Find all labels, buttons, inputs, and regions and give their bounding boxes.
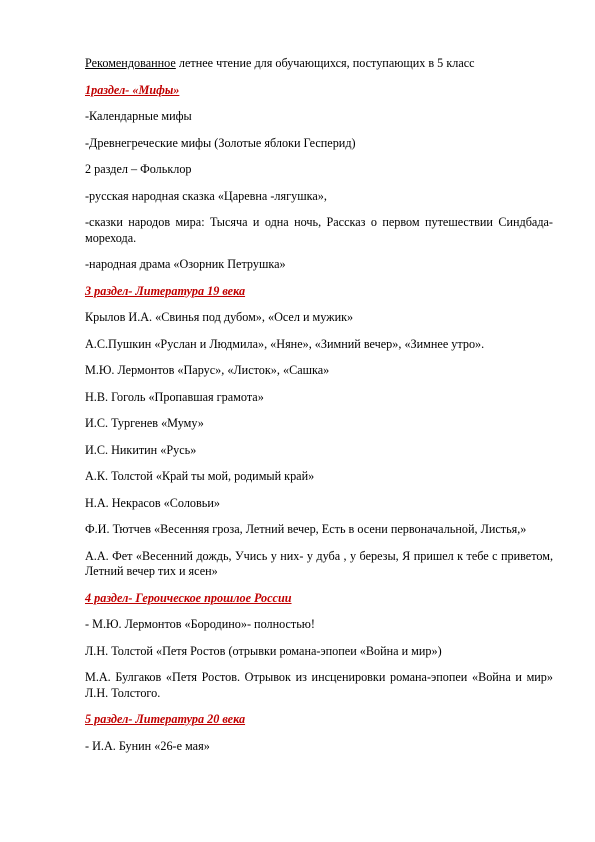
document-page: [85, 56, 553, 765]
reading-item-petya-rostov: Л.Н. Толстой «Петя Ростов (отрывки романа-эпопеи «Война и мир»): [85, 643, 442, 658]
reading-item-frog-princess: -русская народная сказка «Царевна -лягушка»,: [85, 188, 327, 203]
reading-item-lermontov: М.Ю. Лермонтов «Парус», «Листок», «Сашка»: [85, 363, 330, 377]
reading-item-bulgakov: М.А. Булгаков «Петя Ростов. Отрывок из инсценировки романа-эпопеи «Война и мир» Л.Н. Толстого.: [85, 670, 553, 700]
section-heading-4: 4 раздел- Героическое прошлое России: [85, 590, 292, 605]
section-heading-3: 3 раздел- Литература 19 века: [85, 283, 246, 298]
reading-item-borodino: - М.Ю. Лермонтов «Бородино»- полностью!: [85, 617, 315, 631]
title-rest: летнее чтение для обучающихся, поступающих в 5 класс: [175, 56, 475, 70]
reading-item-greek-myths: -Древнегреческие мифы (Золотые яблоки Гесперид): [85, 135, 356, 150]
section-heading-2-folklore: 2 раздел – Фольклор: [85, 162, 192, 176]
reading-item-bunin: - И.А. Бунин «26-е мая»: [85, 738, 210, 753]
reading-item-pushkin: А.С.Пушкин «Руслан и Людмила», «Няне», «Зимний вечер», «Зимнее утро».: [85, 336, 485, 351]
reading-item-nekrasov: Н.А. Некрасов «Соловьи»: [85, 495, 220, 510]
reading-item-world-tales: -сказки народов мира: Тысяча и одна ночь, Рассказ о первом путешествии Синдбада-морехода.: [85, 215, 553, 245]
reading-item-ak-tolstoy: А.К. Толстой «Край ты мой, родимый край»: [85, 469, 315, 483]
reading-item-nikitin: И.С. Никитин «Русь»: [85, 442, 197, 457]
section-heading-1: 1раздел- «Мифы»: [85, 82, 180, 97]
reading-item-gogol: Н.В. Гоголь «Пропавшая грамота»: [85, 389, 264, 404]
title-underlined-word: Рекомендованное: [85, 56, 176, 70]
reading-item-tyutchev: Ф.И. Тютчев «Весенняя гроза, Летний вечер, Есть в осени первоначальной, Листья,»: [85, 522, 527, 536]
reading-item-turgenev: И.С. Тургенев «Муму»: [85, 416, 204, 430]
section-heading-5: 5 раздел- Литература 20 века: [85, 712, 246, 726]
document-title: [85, 56, 553, 72]
reading-item-folk-drama: -народная драма «Озорник Петрушка»: [85, 257, 286, 271]
reading-item-krylov: Крылов И.А. «Свинья под дубом», «Осел и мужик»: [85, 310, 354, 324]
reading-item-calendar-myths: -Календарные мифы: [85, 109, 192, 123]
reading-item-fet: А.А. Фет «Весенний дождь, Учись у них- у дуба , у березы, Я пришел к тебе с приветом, Летний вечер тих и ясен»: [85, 548, 553, 578]
